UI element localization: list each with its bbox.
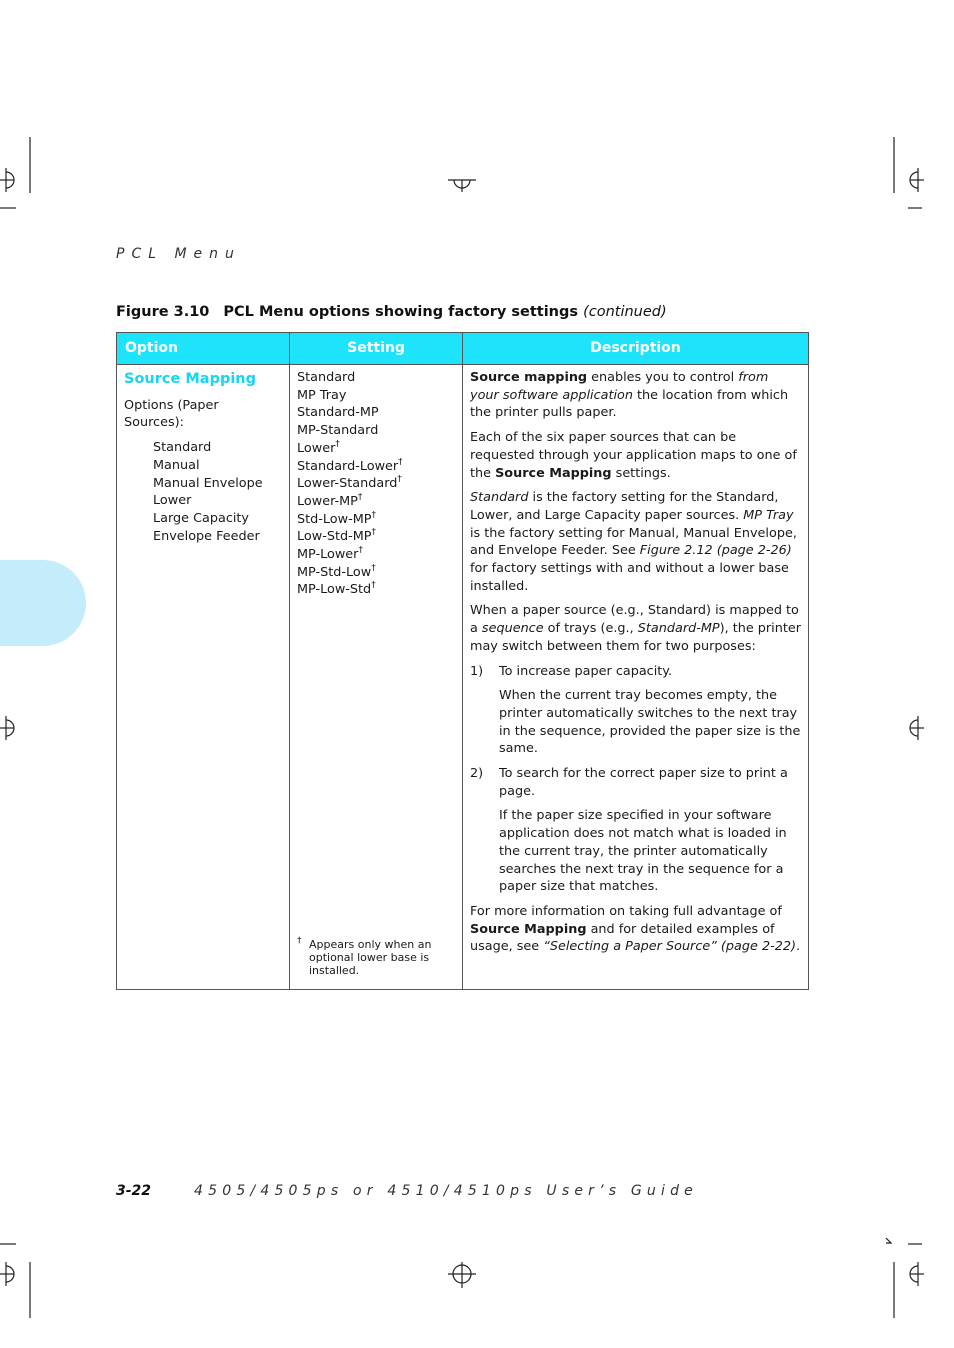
header-description: Description (463, 333, 809, 365)
text-run: “Selecting a Paper Source” (page 2-22) (543, 939, 796, 955)
text-run: Source Mapping (470, 921, 587, 937)
description-cell (463, 365, 809, 990)
description-paragraph (470, 369, 801, 422)
item-text: To increase paper capacity. (499, 663, 673, 679)
setting-label: Standard-Lower (297, 458, 399, 474)
description-paragraph (470, 903, 801, 956)
setting-item (297, 581, 455, 599)
text-run: Standard-MP (637, 621, 720, 637)
page-number: 3-22 (116, 1183, 152, 1199)
setting-label: Lower-MP (297, 493, 358, 509)
text-run: of trays (e.g., (543, 621, 638, 637)
item-number: 2) (470, 766, 484, 782)
setting-item (297, 528, 455, 546)
item-text: To search for the correct paper size to print a page. (499, 766, 788, 799)
setting-label: MP-Standard (297, 423, 379, 439)
dagger-mark: † (397, 474, 402, 485)
option-cell (117, 365, 290, 990)
list-item: Standard (153, 440, 212, 456)
option-title: Source Mapping (124, 371, 257, 387)
text-run: When a paper source (e.g., Standard) is mapped to a (470, 603, 799, 637)
setting-label: Standard (297, 370, 356, 385)
text-run: is the factory setting for the Standard, Lower, and Large Capacity paper sources. (470, 490, 779, 523)
dagger-mark: † (398, 457, 403, 468)
footnote (297, 938, 445, 977)
text-run: ), the printer may switch between them for two purposes: (470, 621, 801, 654)
setting-item (297, 511, 455, 529)
dagger-mark: † (357, 492, 363, 503)
setting-label: Standard-MP (297, 405, 379, 421)
text-run: MP Tray (743, 507, 794, 523)
list-item: Large Capacity (153, 510, 249, 526)
setting-item (297, 404, 455, 422)
text-run: sequence (481, 621, 544, 637)
setting-item (297, 440, 455, 458)
numbered-item-1 (470, 663, 801, 681)
text-run: Figure 2.12 (page 2-26) (639, 543, 792, 559)
setting-label: Low-Std-MP (297, 529, 372, 545)
text-run: the location from which the printer pulls paper. (470, 387, 789, 421)
setting-item (297, 422, 455, 440)
list-item: Manual Envelope (153, 475, 263, 491)
header-setting: Setting (290, 333, 463, 365)
dagger-mark: † (371, 510, 376, 521)
list-item: Manual (153, 457, 200, 473)
figure-caption (116, 304, 667, 320)
setting-item (297, 493, 455, 511)
text-run: and for detailed examples of usage, see (470, 921, 775, 955)
setting-label: MP-Low-Std (297, 582, 372, 598)
setting-cell (290, 365, 463, 990)
text-run: Source Mapping (495, 465, 612, 481)
dagger-mark: † (371, 563, 376, 574)
text-run: Each of the six paper sources that can be requested through your application maps to one of the (470, 430, 797, 481)
table-row (117, 365, 809, 990)
pcl-menu-table (116, 332, 809, 990)
figure-title: PCL Menu options showing factory settings (223, 304, 579, 320)
dagger-mark: † (371, 581, 376, 592)
text-run: settings. (611, 465, 671, 481)
text-run: enables you to control (587, 370, 739, 385)
setting-label: MP-Lower (297, 547, 359, 563)
numbered-item-2 (470, 765, 801, 800)
setting-label: MP-Std-Low (297, 564, 372, 580)
description-paragraph (470, 489, 801, 595)
list-item: Lower (153, 493, 192, 509)
description-paragraph (470, 602, 801, 655)
text-run: Source mapping (470, 370, 588, 385)
header-option: Option (117, 333, 290, 365)
chapter-tab (0, 560, 86, 646)
text-run: for factory settings with and without a lower base installed. (470, 561, 789, 594)
dagger-mark: † (358, 545, 363, 556)
setting-item (297, 475, 455, 493)
table-header-row (117, 333, 809, 365)
setting-label: MP Tray (297, 387, 347, 403)
item-detail: When the current tray becomes empty, the printer automatically switches to the next tray in the sequence, provided the paper size is the same. (499, 688, 801, 757)
text-run: For more information on taking full advantage of (470, 903, 782, 919)
footnote-mark: † (297, 936, 302, 946)
setting-item (297, 546, 455, 564)
dagger-mark: † (335, 439, 340, 450)
paper-source-list (124, 439, 282, 545)
setting-label: Std-Low-MP (297, 511, 372, 527)
item-detail: If the paper size specified in your software application does not match what is loaded in the current tray, the printer automatically searches the next tray in the sequence for a paper size that matches. (499, 808, 787, 895)
running-head: PCL Menu (116, 246, 241, 262)
setting-item (297, 564, 455, 582)
setting-label: Lower (297, 440, 336, 456)
text-run: . (795, 939, 801, 955)
figure-continued: (continued) (583, 304, 667, 320)
dagger-mark: † (371, 528, 376, 539)
list-item: Envelope Feeder (153, 528, 260, 544)
setting-list (297, 369, 455, 599)
setting-item (297, 387, 455, 405)
setting-item (297, 458, 455, 476)
item-number: 1) (470, 663, 484, 679)
description-paragraph (470, 429, 801, 482)
setting-label: Lower-Standard (297, 476, 398, 492)
text-run: Standard (470, 490, 529, 506)
setting-item (297, 369, 455, 387)
option-subtitle: Options (Paper Sources): (124, 397, 219, 431)
figure-label: Figure 3.10 (116, 304, 210, 320)
footer-title: 4505/4505ps or 4510/4510ps User’s Guide (194, 1183, 698, 1199)
text-run: from your software application (470, 370, 769, 403)
footnote-text: Appears only when an optional lower base is installed. (309, 938, 432, 977)
text-run: is the factory setting for Manual, Manual Envelope, and Envelope Feeder. See (470, 525, 797, 559)
